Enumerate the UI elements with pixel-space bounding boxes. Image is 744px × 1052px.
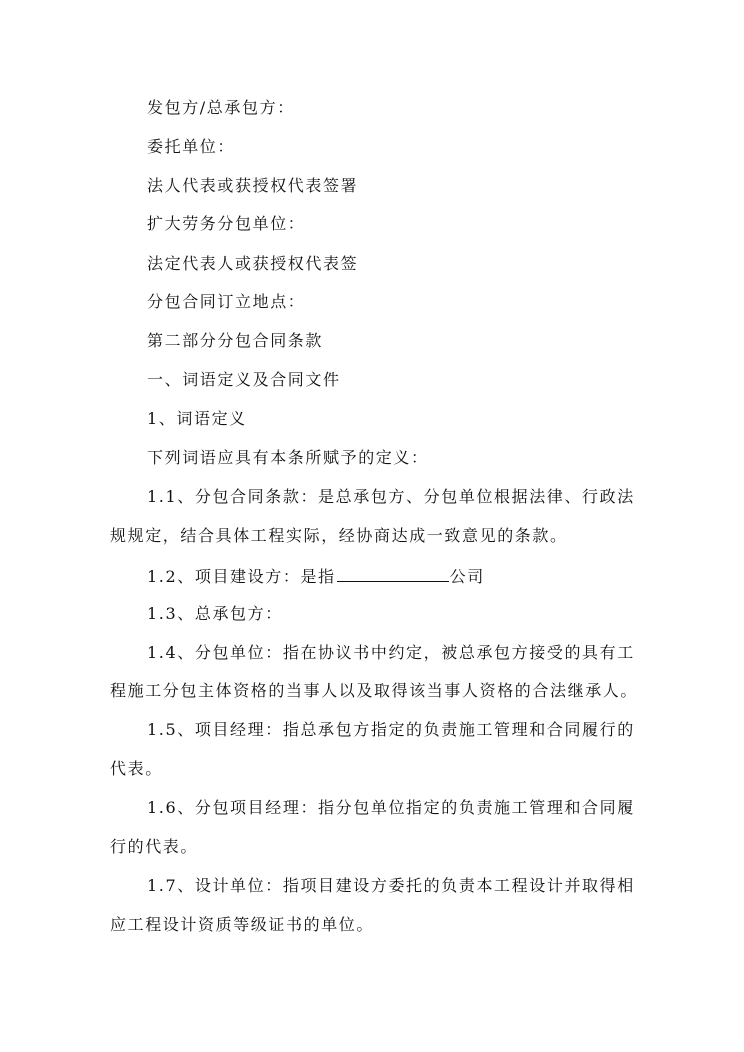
section-one-heading: 一、词语定义及合同文件 — [147, 370, 341, 389]
definition-1-6-line1: 1.6、分包项目经理：指分包单位指定的负责施工管理和合同履 — [147, 798, 635, 817]
contractor-label: 发包方/总承包方： — [147, 98, 295, 117]
definition-1-1-line2: 规规定，结合具体工程实际，经协商达成一致意见的条款。 — [110, 526, 568, 545]
definition-1-3: 1.3、总承包方： — [147, 604, 283, 623]
definition-1-6-line2: 行的代表。 — [110, 837, 199, 856]
contract-place-label: 分包合同订立地点： — [147, 292, 306, 311]
definition-1-4-line2: 程施工分包主体资格的当事人以及取得该当事人资格的合法继承人。 — [110, 681, 639, 700]
legal-rep-sign-label: 法定代表人或获授权代表签 — [147, 254, 359, 273]
subsection-definitions-heading: 1、词语定义 — [147, 409, 247, 428]
definition-1-2 — [147, 565, 485, 587]
definition-1-7-line1: 1.7、设计单位：指项目建设方委托的负责本工程设计并取得相 — [147, 876, 635, 895]
labor-subcontractor-label: 扩大劳务分包单位： — [147, 214, 306, 233]
legal-rep-signature-label: 法人代表或获授权代表签署 — [147, 176, 359, 195]
definition-1-2-suffix: 公司 — [449, 567, 485, 586]
entrusting-unit-label: 委托单位： — [147, 137, 236, 156]
definition-1-1-line1: 1.1、分包合同条款：是总承包方、分包单位根据法律、行政法 — [147, 487, 635, 506]
definition-1-4-line1: 1.4、分包单位：指在协议书中约定，被总承包方接受的具有工 — [147, 643, 635, 662]
definition-1-7-line2: 应工程设计资质等级证书的单位。 — [110, 915, 375, 934]
fill-in-blank-line[interactable] — [337, 565, 449, 582]
definitions-intro: 下列词语应具有本条所赋予的定义： — [147, 448, 429, 467]
definition-1-2-prefix: 1.2、项目建设方：是指 — [147, 567, 336, 586]
definition-1-5-line1: 1.5、项目经理：指总承包方指定的负责施工管理和合同履行的 — [147, 720, 635, 739]
part-two-heading: 第二部分分包合同条款 — [147, 331, 324, 350]
definition-1-5-line2: 代表。 — [110, 759, 163, 778]
